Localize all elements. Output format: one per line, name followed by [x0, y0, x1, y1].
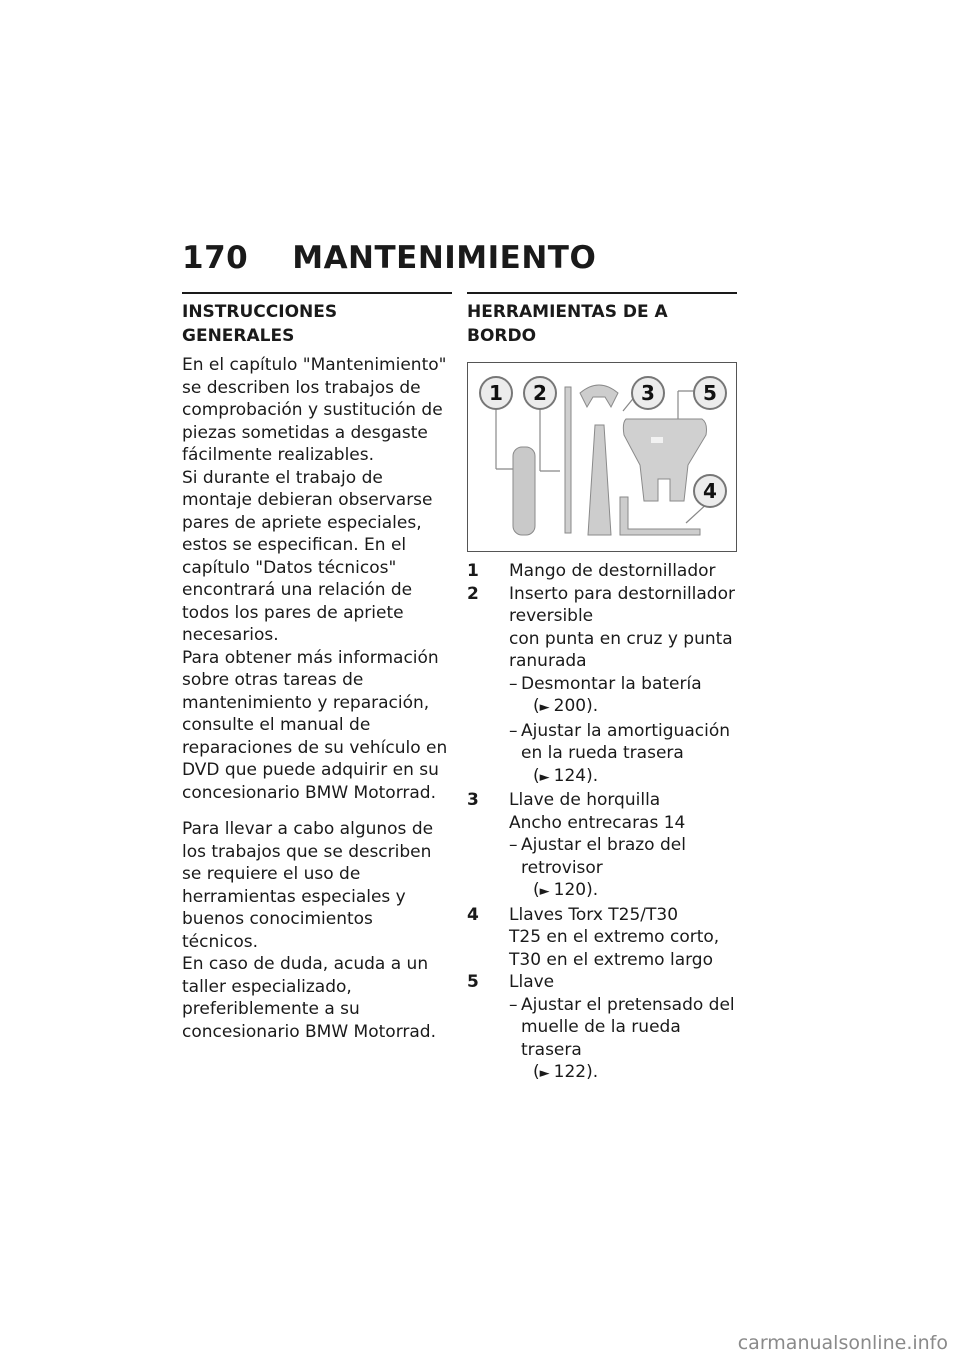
- ref-paren: (: [533, 696, 540, 716]
- sub-item: [509, 673, 737, 720]
- page-reference[interactable]: [521, 695, 737, 720]
- item-text: Llaves Torx T25/T30: [509, 904, 679, 925]
- item-text: Llave de horquilla: [509, 790, 661, 810]
- page-ref-number: 122).: [553, 1062, 599, 1082]
- item-text: T30 en el extremo largo: [509, 949, 713, 970]
- sub-item: [509, 994, 737, 1086]
- item-number: 1: [467, 561, 479, 581]
- dash: –: [509, 673, 518, 694]
- sub-item-text: Ajustar el pretensado del muelle de la rueda trasera: [521, 994, 735, 1060]
- list-item: [467, 904, 737, 972]
- page-reference[interactable]: [521, 765, 737, 790]
- paragraph: Para obtener más información sobre otras tareas de mantenimiento y reparación, consulte el manual de reparaciones de su vehículo en DVD que puede adquirir en su concesionario BMW Motorrad.: [182, 647, 448, 803]
- item-text: T25 en el extremo corto,: [509, 927, 720, 947]
- sub-item-text: Ajustar la amortiguación en la rueda trasera: [521, 720, 730, 763]
- item-number: 3: [467, 790, 479, 810]
- page-ref-number: 124).: [553, 765, 599, 786]
- callout-4: 4: [703, 479, 717, 503]
- page-reference[interactable]: [521, 1061, 737, 1086]
- arrow-right-icon: ►: [539, 769, 550, 785]
- callout-2: 2: [533, 381, 547, 405]
- list-item: [467, 583, 737, 790]
- paragraph: Para llevar a cabo algunos de los trabajos que se describen se requiere el uso de herramientas especiales y buenos conocimientos técnicos.: [182, 819, 434, 952]
- section-title-general: INSTRUCCIONES GENERALES: [182, 302, 338, 346]
- section-title-tools: HERRAMIENTAS DE A BORDO: [467, 302, 668, 346]
- callout-3: 3: [641, 381, 655, 405]
- dash: –: [509, 994, 518, 1015]
- arrow-right-icon: ►: [539, 1066, 550, 1081]
- sub-item: [509, 834, 737, 904]
- callout-1: 1: [489, 381, 503, 405]
- list-item: [467, 789, 737, 904]
- toolkit-illustration: [468, 363, 736, 551]
- sub-item-text: Desmontar la batería: [521, 673, 702, 694]
- page-number: 170: [182, 240, 249, 276]
- list-item: [467, 971, 737, 1086]
- section-rule: [467, 292, 737, 294]
- left-column: [182, 292, 452, 1043]
- item-text: Mango de destornillador: [509, 561, 716, 581]
- sub-item: [509, 720, 737, 790]
- watermark: carmanualsonline.info: [737, 1332, 948, 1354]
- chapter-title: MANTENIMIENTO: [292, 240, 597, 276]
- item-text: Ancho entrecaras 14: [509, 812, 686, 833]
- paragraph: En caso de duda, acuda a un taller especializado, preferiblemente a su concesionario BMW Motorrad.: [182, 954, 436, 1042]
- arrow-right-icon: ►: [539, 884, 550, 899]
- page-reference[interactable]: [521, 879, 737, 904]
- callout-5: 5: [703, 381, 717, 405]
- ref-paren: (: [533, 880, 540, 900]
- page-ref-number: 120).: [553, 880, 599, 900]
- list-item: [467, 560, 737, 583]
- item-text: Inserto para destornillador reversible: [509, 583, 735, 626]
- item-number: 5: [467, 972, 479, 992]
- ref-paren: (: [533, 1062, 540, 1082]
- dash: –: [509, 835, 518, 855]
- item-number: 2: [467, 583, 479, 604]
- paragraph: Si durante el trabajo de montaje debieran observarse pares de apriete especiales, estos se especifican. En el capítulo "Datos técnicos" encontrará una relación de todos los pares de apriete necesarios.: [182, 467, 433, 645]
- toolkit-figure: [467, 362, 737, 552]
- right-column: [467, 292, 737, 1086]
- page-ref-number: 200).: [553, 696, 599, 716]
- ref-paren: (: [533, 765, 540, 786]
- dash: –: [509, 720, 518, 741]
- item-text: Llave: [509, 972, 555, 992]
- paragraph: En el capítulo "Mantenimiento" se describen los trabajos de comprobación y sustitución de piezas sometidas a desgaste fácilmente realizables.: [182, 355, 447, 465]
- page-header: [182, 240, 596, 276]
- arrow-right-icon: ►: [539, 700, 550, 715]
- item-text: con punta en cruz y punta ranurada: [509, 628, 733, 671]
- section-rule: [182, 292, 452, 294]
- sub-item-text: Ajustar el brazo del retrovisor: [521, 835, 686, 878]
- item-number: 4: [467, 904, 479, 925]
